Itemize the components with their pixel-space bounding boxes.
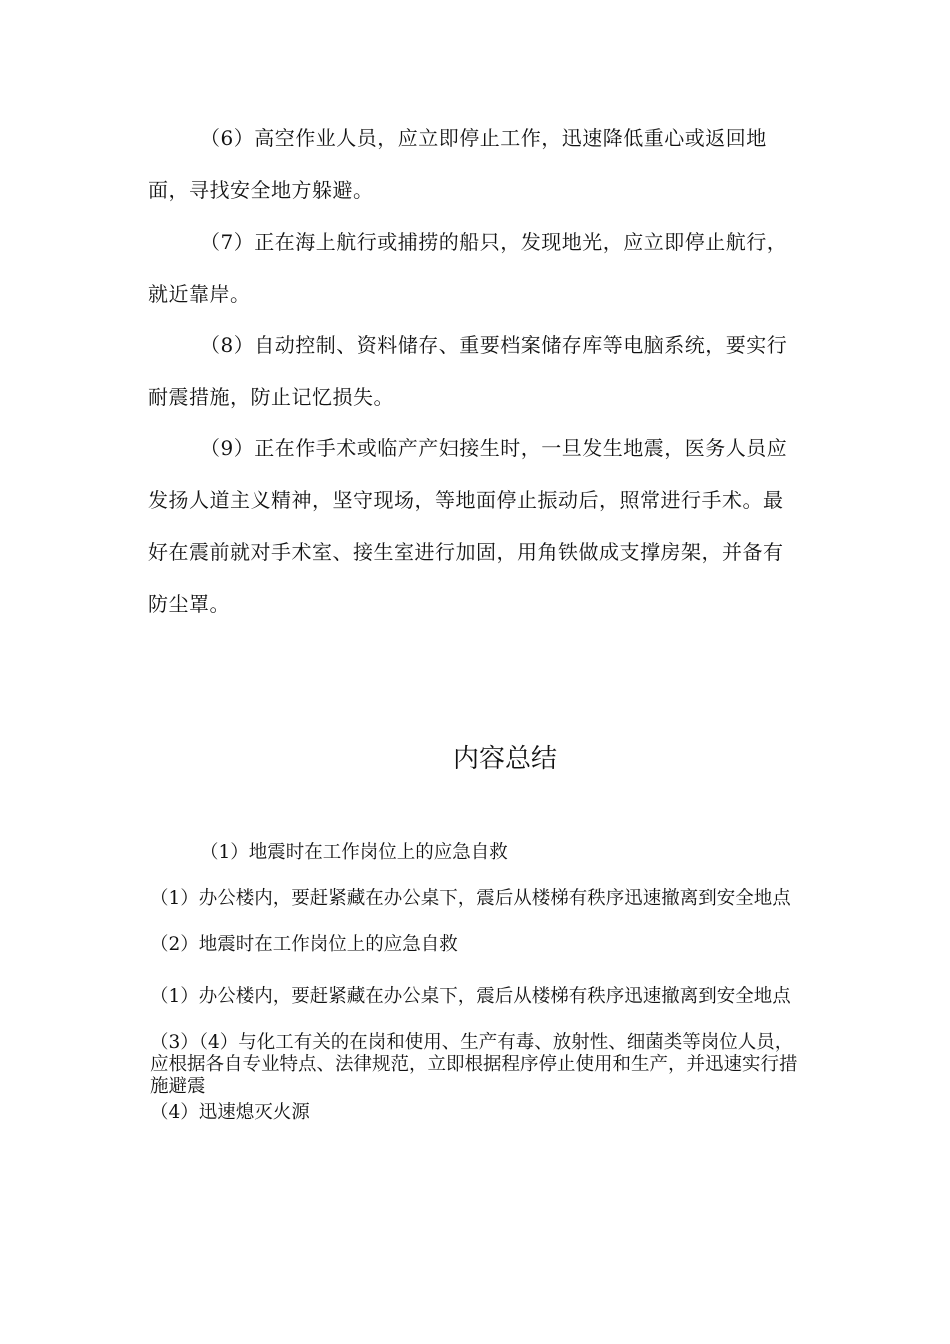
paragraph-9: （9）正在作手术或临产产妇接生时，一旦发生地震，医务人员应发扬人道主义精神，坚守现场，等地面停止振动后，照常进行手术。最好在震前就对手术室、接生室进行加固，用角铁做成支撑房架，并备有防尘罩。 xyxy=(148,436,788,616)
summary-line-3: （2）地震时在工作岗位上的应急自救 xyxy=(150,934,458,955)
paragraph-6: （6）高空作业人员，应立即停止工作，迅速降低重心或返回地面，寻找安全地方躲避。 xyxy=(148,126,767,202)
paragraph-8: （8）自动控制、资料储存、重要档案储存库等电脑系统，要实行耐震措施，防止记忆损失。 xyxy=(148,333,788,409)
paragraph-7: （7）正在海上航行或捕捞的船只，发现地光，应立即停止航行，就近靠岸。 xyxy=(148,230,788,306)
summary-title: 内容总结 xyxy=(452,744,557,774)
summary-line-6: （4）迅速熄灭火源 xyxy=(150,1102,310,1123)
summary-line-1: （1）地震时在工作岗位上的应急自救 xyxy=(200,842,508,863)
summary-line-2: （1）办公楼内，要赶紧藏在办公桌下，震后从楼梯有秩序迅速撤离到安全地点 xyxy=(150,888,791,909)
summary-line-5: （3）（4）与化工有关的在岗和使用、生产有毒、放射性、细菌类等岗位人员，应根据各自专业特点、法律规范，立即根据程序停止使用和生产，并迅速实行措施避震 xyxy=(150,1032,798,1097)
summary-line-4: （1）办公楼内，要赶紧藏在办公桌下，震后从楼梯有秩序迅速撤离到安全地点 xyxy=(150,986,791,1007)
